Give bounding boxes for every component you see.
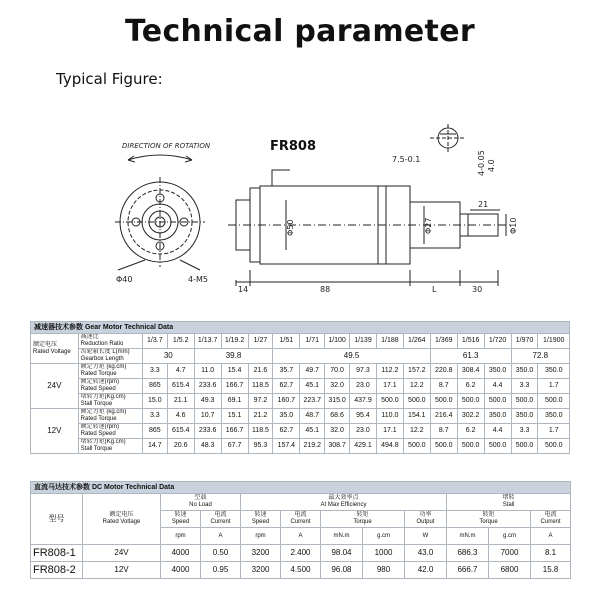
dc-data-row bbox=[31, 545, 571, 562]
value-cell: 219.2 bbox=[300, 439, 325, 454]
ratio-cell: 1/100 bbox=[325, 334, 350, 349]
gear-data-row bbox=[31, 439, 570, 454]
value-cell: 865 bbox=[142, 379, 167, 394]
voltage-cell: 24V bbox=[31, 364, 79, 409]
value-cell: 350.0 bbox=[511, 409, 538, 424]
value-cell: 15.4 bbox=[221, 364, 248, 379]
dim-4-005: 4-0.05 bbox=[477, 150, 486, 176]
value-cell: 96.08 bbox=[321, 562, 363, 579]
value-cell: 216.4 bbox=[430, 409, 457, 424]
value-cell: 110.0 bbox=[376, 409, 403, 424]
value-cell: 3.3 bbox=[511, 379, 538, 394]
value-cell: 166.7 bbox=[221, 424, 248, 439]
value-cell: 0.50 bbox=[201, 545, 241, 562]
value-cell: 500.0 bbox=[538, 439, 570, 454]
dim-21: 21 bbox=[478, 200, 489, 209]
value-cell: 3.3 bbox=[142, 364, 167, 379]
value-cell: 45.1 bbox=[300, 379, 325, 394]
ratio-cell: 1/369 bbox=[430, 334, 457, 349]
value-cell: 157.2 bbox=[403, 364, 430, 379]
value-cell: 32.0 bbox=[325, 424, 350, 439]
value-cell: 118.5 bbox=[248, 379, 273, 394]
value-cell: 6.2 bbox=[457, 379, 484, 394]
value-cell: 6.2 bbox=[457, 424, 484, 439]
row-label: 堵转力矩(Kg.cm) Stall Torque bbox=[78, 439, 142, 454]
value-cell: 0.95 bbox=[201, 562, 241, 579]
value-cell: 3200 bbox=[241, 562, 281, 579]
value-cell: 118.5 bbox=[248, 424, 273, 439]
value-cell: 865 bbox=[142, 424, 167, 439]
value-cell: 62.7 bbox=[273, 424, 300, 439]
value-cell: 350.0 bbox=[538, 364, 570, 379]
unit-cell: A bbox=[201, 528, 241, 545]
gearbox-length-cell: 39.8 bbox=[194, 349, 273, 364]
model-cell: FR808-1 bbox=[31, 545, 83, 562]
ratio-cell: 1/3.7 bbox=[142, 334, 167, 349]
sub-header: 转速 Speed bbox=[241, 511, 281, 528]
value-cell: 500.0 bbox=[538, 394, 570, 409]
model-col-label: 型号 bbox=[31, 494, 83, 545]
value-cell: 32.0 bbox=[325, 379, 350, 394]
sub-header: 电流 Current bbox=[281, 511, 321, 528]
value-cell: 4.500 bbox=[281, 562, 321, 579]
value-cell: 220.8 bbox=[430, 364, 457, 379]
reduction-ratio-label: 减速比 Reduction Ratio bbox=[78, 334, 142, 349]
value-cell: 350.0 bbox=[484, 364, 511, 379]
value-cell: 315.0 bbox=[325, 394, 350, 409]
value-cell: 15.1 bbox=[221, 409, 248, 424]
sub-header: 电流 Current bbox=[201, 511, 241, 528]
unit-cell: rpm bbox=[161, 528, 201, 545]
value-cell: 350.0 bbox=[538, 409, 570, 424]
direction-label: DIRECTION OF ROTATION bbox=[122, 142, 211, 150]
gear-data-row bbox=[31, 364, 570, 379]
unit-cell: A bbox=[281, 528, 321, 545]
value-cell: 4.4 bbox=[484, 424, 511, 439]
unit-cell: rpm bbox=[241, 528, 281, 545]
ratio-cell: 1/51 bbox=[273, 334, 300, 349]
value-cell: 4.4 bbox=[484, 379, 511, 394]
ratio-cell: 1/5.2 bbox=[167, 334, 194, 349]
value-cell: 8.1 bbox=[531, 545, 571, 562]
value-cell: 21.1 bbox=[167, 394, 194, 409]
value-cell: 160.7 bbox=[273, 394, 300, 409]
unit-cell: A bbox=[531, 528, 571, 545]
gearbox-length-cell: 30 bbox=[142, 349, 194, 364]
sub-header: 转矩 Torque bbox=[447, 511, 531, 528]
value-cell: 70.0 bbox=[325, 364, 350, 379]
rotation-arrow bbox=[128, 155, 192, 160]
model-cell: FR808-2 bbox=[31, 562, 83, 579]
value-cell: 500.0 bbox=[457, 394, 484, 409]
dc-rated-voltage-label: 额定电压 Rated Voltage bbox=[83, 494, 161, 545]
ratio-cell: 1/264 bbox=[403, 334, 430, 349]
value-cell: 500.0 bbox=[457, 439, 484, 454]
value-cell: 23.0 bbox=[350, 379, 377, 394]
gear-data-row bbox=[31, 424, 570, 439]
value-cell: 429.1 bbox=[350, 439, 377, 454]
unit-cell: W bbox=[405, 528, 447, 545]
value-cell: 308.4 bbox=[457, 364, 484, 379]
unit-cell: mN.m bbox=[447, 528, 489, 545]
value-cell: 500.0 bbox=[403, 439, 430, 454]
value-cell: 45.1 bbox=[300, 424, 325, 439]
gear-motor-table bbox=[30, 321, 570, 454]
value-cell: 302.2 bbox=[457, 409, 484, 424]
voltage-cell: 24V bbox=[83, 545, 161, 562]
value-cell: 15.8 bbox=[531, 562, 571, 579]
gear-data-row bbox=[31, 394, 570, 409]
dc-table-header: 直流马达技术参数 DC Motor Technical Data bbox=[31, 482, 571, 494]
value-cell: 62.7 bbox=[273, 379, 300, 394]
gearbox-length-label: 齿轮箱长度 L(mm) Gearbox Length bbox=[78, 349, 142, 364]
page-title: Technical parameter bbox=[125, 14, 475, 49]
ratio-cell: 1/1900 bbox=[538, 334, 570, 349]
ratio-cell: 1/27 bbox=[248, 334, 273, 349]
max-eff-label: 最大效率点 At Max Efficiency bbox=[241, 494, 447, 511]
value-cell: 500.0 bbox=[484, 439, 511, 454]
value-cell: 154.1 bbox=[403, 409, 430, 424]
unit-cell: g.cm bbox=[489, 528, 531, 545]
value-cell: 112.2 bbox=[376, 364, 403, 379]
unit-cell: g.cm bbox=[363, 528, 405, 545]
ratio-cell: 1/720 bbox=[484, 334, 511, 349]
value-cell: 350.0 bbox=[484, 409, 511, 424]
value-cell: 233.6 bbox=[194, 424, 221, 439]
value-cell: 42.0 bbox=[405, 562, 447, 579]
dim-4-0: 4.0 bbox=[487, 159, 496, 172]
value-cell: 95.3 bbox=[248, 439, 273, 454]
value-cell: 14.7 bbox=[142, 439, 167, 454]
value-cell: 1.7 bbox=[538, 424, 570, 439]
dim-phi10: Φ10 bbox=[509, 217, 518, 234]
value-cell: 95.4 bbox=[350, 409, 377, 424]
value-cell: 98.04 bbox=[321, 545, 363, 562]
value-cell: 223.7 bbox=[300, 394, 325, 409]
value-cell: 4.6 bbox=[167, 409, 194, 424]
value-cell: 8.7 bbox=[430, 379, 457, 394]
value-cell: 1000 bbox=[363, 545, 405, 562]
voltage-cell: 12V bbox=[31, 409, 79, 454]
value-cell: 166.7 bbox=[221, 379, 248, 394]
value-cell: 615.4 bbox=[167, 379, 194, 394]
typical-figure-label: Typical Figure: bbox=[56, 70, 163, 88]
sub-header: 电流 Current bbox=[531, 511, 571, 528]
value-cell: 15.0 bbox=[142, 394, 167, 409]
ratio-cell: 1/19.2 bbox=[221, 334, 248, 349]
dim-phi40: Φ40 bbox=[116, 275, 133, 284]
ratio-cell: 1/188 bbox=[376, 334, 403, 349]
row-label: 额定转速(rpm) Rated Speed bbox=[78, 379, 142, 394]
value-cell: 2.400 bbox=[281, 545, 321, 562]
gear-table-header: 减速器技术参数 Gear Motor Technical Data bbox=[31, 322, 570, 334]
value-cell: 233.6 bbox=[194, 379, 221, 394]
value-cell: 4000 bbox=[161, 545, 201, 562]
value-cell: 97.3 bbox=[350, 364, 377, 379]
motor-technical-drawing bbox=[0, 110, 600, 310]
value-cell: 97.2 bbox=[248, 394, 273, 409]
value-cell: 500.0 bbox=[511, 394, 538, 409]
gear-data-row bbox=[31, 379, 570, 394]
value-cell: 11.0 bbox=[194, 364, 221, 379]
dim-l: L bbox=[432, 285, 437, 294]
value-cell: 7000 bbox=[489, 545, 531, 562]
value-cell: 35.7 bbox=[273, 364, 300, 379]
dim-phi27: Φ27 bbox=[424, 217, 433, 234]
unit-cell: mN.m bbox=[321, 528, 363, 545]
value-cell: 4000 bbox=[161, 562, 201, 579]
value-cell: 6800 bbox=[489, 562, 531, 579]
value-cell: 437.9 bbox=[350, 394, 377, 409]
value-cell: 21.2 bbox=[248, 409, 273, 424]
ratio-cell: 1/970 bbox=[511, 334, 538, 349]
dim-30: 30 bbox=[472, 285, 483, 294]
value-cell: 10.7 bbox=[194, 409, 221, 424]
value-cell: 48.7 bbox=[300, 409, 325, 424]
value-cell: 8.7 bbox=[430, 424, 457, 439]
gearbox-length-cell: 49.5 bbox=[273, 349, 430, 364]
value-cell: 157.4 bbox=[273, 439, 300, 454]
value-cell: 500.0 bbox=[430, 439, 457, 454]
dim-88: 88 bbox=[320, 285, 331, 294]
value-cell: 308.7 bbox=[325, 439, 350, 454]
value-cell: 500.0 bbox=[403, 394, 430, 409]
dim-14: 14 bbox=[238, 285, 249, 294]
value-cell: 43.0 bbox=[405, 545, 447, 562]
ratio-cell: 1/71 bbox=[300, 334, 325, 349]
dim-7-5: 7.5-0.1 bbox=[392, 155, 421, 164]
sub-header: 功率 Output bbox=[405, 511, 447, 528]
value-cell: 49.3 bbox=[194, 394, 221, 409]
value-cell: 49.7 bbox=[300, 364, 325, 379]
ratio-cell: 1/139 bbox=[350, 334, 377, 349]
value-cell: 23.0 bbox=[350, 424, 377, 439]
sub-header: 转矩 Torque bbox=[321, 511, 405, 528]
sub-header: 转速 Speed bbox=[161, 511, 201, 528]
value-cell: 69.1 bbox=[221, 394, 248, 409]
dim-4m5: 4-M5 bbox=[188, 275, 208, 284]
value-cell: 500.0 bbox=[511, 439, 538, 454]
value-cell: 686.3 bbox=[447, 545, 489, 562]
no-load-label: 空载 No Load bbox=[161, 494, 241, 511]
value-cell: 350.0 bbox=[511, 364, 538, 379]
stall-label: 堵转 Stall bbox=[447, 494, 571, 511]
gearbox-length-cell: 72.8 bbox=[511, 349, 569, 364]
value-cell: 20.6 bbox=[167, 439, 194, 454]
value-cell: 1.7 bbox=[538, 379, 570, 394]
value-cell: 21.6 bbox=[248, 364, 273, 379]
voltage-cell: 12V bbox=[83, 562, 161, 579]
value-cell: 3.3 bbox=[511, 424, 538, 439]
value-cell: 17.1 bbox=[376, 379, 403, 394]
model-label: FR808 bbox=[270, 139, 317, 154]
value-cell: 35.0 bbox=[273, 409, 300, 424]
value-cell: 12.2 bbox=[403, 424, 430, 439]
dim-phi50: Φ50 bbox=[286, 219, 295, 236]
gear-data-row bbox=[31, 409, 570, 424]
dc-motor-table bbox=[30, 481, 571, 579]
row-label: 额定力矩 (kg.cm) Rated Torque bbox=[78, 364, 142, 379]
value-cell: 494.8 bbox=[376, 439, 403, 454]
rated-voltage-label: 额定电压 Rated Voltage bbox=[31, 334, 79, 364]
value-cell: 500.0 bbox=[376, 394, 403, 409]
value-cell: 500.0 bbox=[430, 394, 457, 409]
value-cell: 68.6 bbox=[325, 409, 350, 424]
value-cell: 666.7 bbox=[447, 562, 489, 579]
value-cell: 17.1 bbox=[376, 424, 403, 439]
row-label: 堵转力矩(Kg.cm) Stall Torque bbox=[78, 394, 142, 409]
ratio-cell: 1/516 bbox=[457, 334, 484, 349]
value-cell: 615.4 bbox=[167, 424, 194, 439]
ratio-cell: 1/13.7 bbox=[194, 334, 221, 349]
value-cell: 12.2 bbox=[403, 379, 430, 394]
value-cell: 48.3 bbox=[194, 439, 221, 454]
value-cell: 980 bbox=[363, 562, 405, 579]
row-label: 额定力矩 (kg.cm) Rated Torque bbox=[78, 409, 142, 424]
value-cell: 500.0 bbox=[484, 394, 511, 409]
value-cell: 3200 bbox=[241, 545, 281, 562]
row-label: 额定转速(rpm) Rated Speed bbox=[78, 424, 142, 439]
gearbox-length-cell: 61.3 bbox=[430, 349, 511, 364]
value-cell: 4.7 bbox=[167, 364, 194, 379]
value-cell: 3.3 bbox=[142, 409, 167, 424]
value-cell: 67.7 bbox=[221, 439, 248, 454]
dc-data-row bbox=[31, 562, 571, 579]
